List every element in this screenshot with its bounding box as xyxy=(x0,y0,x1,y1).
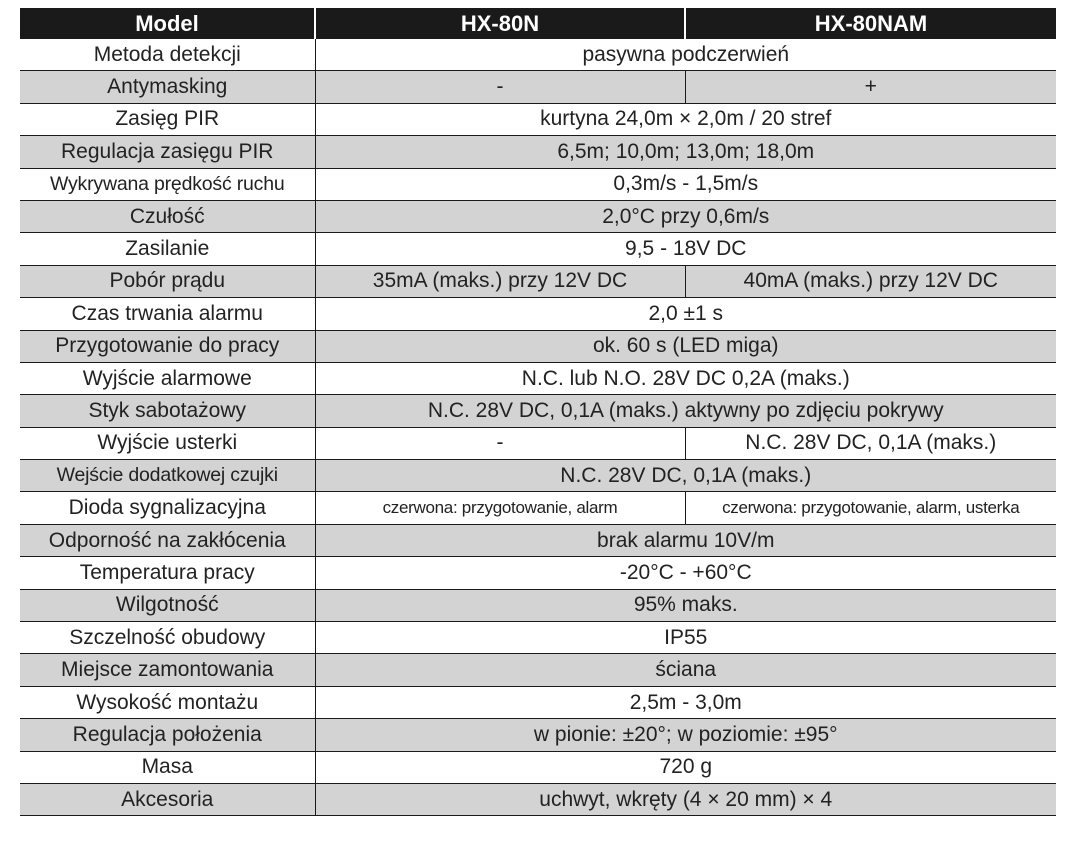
spec-rows xyxy=(20,39,1056,816)
row-value-shared: 720 g xyxy=(315,751,1056,783)
table-row xyxy=(20,200,1056,232)
table-row xyxy=(20,654,1056,686)
row-value-shared: N.C. lub N.O. 28V DC 0,2A (maks.) xyxy=(315,362,1056,394)
row-label: Miejsce zamontowania xyxy=(20,654,315,686)
row-label: Wilgotność xyxy=(20,589,315,621)
row-value-shared: 95% maks. xyxy=(315,589,1056,621)
row-label: Szczelność obudowy xyxy=(20,622,315,654)
header-model-b: HX-80NAM xyxy=(685,8,1056,39)
table-row xyxy=(20,460,1056,492)
table-row xyxy=(20,103,1056,135)
table-row xyxy=(20,557,1056,589)
spec-table xyxy=(20,8,1056,816)
table-row xyxy=(20,265,1056,297)
table-row xyxy=(20,589,1056,621)
row-value-shared: 0,3m/s - 1,5m/s xyxy=(315,168,1056,200)
row-label: Regulacja zasięgu PIR xyxy=(20,136,315,168)
table-row xyxy=(20,330,1056,362)
row-label: Przygotowanie do pracy xyxy=(20,330,315,362)
row-label: Wejście dodatkowej czujki xyxy=(20,460,315,492)
row-value-b: 40mA (maks.) przy 12V DC xyxy=(685,265,1056,297)
row-value-shared: 2,5m - 3,0m xyxy=(315,686,1056,718)
row-value-a: 35mA (maks.) przy 12V DC xyxy=(315,265,685,297)
row-value-shared: N.C. 28V DC, 0,1A (maks.) xyxy=(315,460,1056,492)
row-label: Pobór prądu xyxy=(20,265,315,297)
row-label: Regulacja położenia xyxy=(20,719,315,751)
row-label: Wysokość montażu xyxy=(20,686,315,718)
row-label: Metoda detekcji xyxy=(20,39,315,71)
table-row xyxy=(20,751,1056,783)
row-value-shared: ok. 60 s (LED miga) xyxy=(315,330,1056,362)
row-value-shared: 2,0°C przy 0,6m/s xyxy=(315,200,1056,232)
table-row xyxy=(20,168,1056,200)
row-label: Czas trwania alarmu xyxy=(20,298,315,330)
row-label: Wykrywana prędkość ruchu xyxy=(20,168,315,200)
table-row xyxy=(20,783,1056,815)
row-label: Akcesoria xyxy=(20,783,315,815)
table-row xyxy=(20,719,1056,751)
row-label: Dioda sygnalizacyjna xyxy=(20,492,315,524)
table-row xyxy=(20,136,1056,168)
row-value-shared: ściana xyxy=(315,654,1056,686)
header-model-a: HX-80N xyxy=(315,8,685,39)
table-row xyxy=(20,39,1056,71)
table-row xyxy=(20,233,1056,265)
row-value-shared: uchwyt, wkręty (4 × 20 mm) × 4 xyxy=(315,783,1056,815)
row-label: Antymasking xyxy=(20,71,315,103)
row-label: Temperatura pracy xyxy=(20,557,315,589)
table-row xyxy=(20,362,1056,394)
row-value-shared: IP55 xyxy=(315,622,1056,654)
row-label: Styk sabotażowy xyxy=(20,395,315,427)
row-label: Odporność na zakłócenia xyxy=(20,524,315,556)
table-row xyxy=(20,524,1056,556)
table-row xyxy=(20,71,1056,103)
row-value-shared: -20°C - +60°C xyxy=(315,557,1056,589)
row-value-b: + xyxy=(685,71,1056,103)
table-row xyxy=(20,298,1056,330)
row-value-shared: 9,5 - 18V DC xyxy=(315,233,1056,265)
header-model: Model xyxy=(20,8,315,39)
row-label: Masa xyxy=(20,751,315,783)
table-row xyxy=(20,622,1056,654)
row-value-a: - xyxy=(315,427,685,459)
row-value-shared: w pionie: ±20°; w poziomie: ±95° xyxy=(315,719,1056,751)
row-value-shared: 2,0 ±1 s xyxy=(315,298,1056,330)
table-row xyxy=(20,492,1056,524)
row-label: Zasięg PIR xyxy=(20,103,315,135)
row-value-shared: pasywna podczerwień xyxy=(315,39,1056,71)
row-label: Zasilanie xyxy=(20,233,315,265)
row-value-shared: kurtyna 24,0m × 2,0m / 20 stref xyxy=(315,103,1056,135)
header-row xyxy=(20,8,1056,39)
row-value-shared: 6,5m; 10,0m; 13,0m; 18,0m xyxy=(315,136,1056,168)
row-value-b: N.C. 28V DC, 0,1A (maks.) xyxy=(685,427,1056,459)
row-value-a: czerwona: przygotowanie, alarm xyxy=(315,492,685,524)
row-value-shared: N.C. 28V DC, 0,1A (maks.) aktywny po zdjęciu pokrywy xyxy=(315,395,1056,427)
table-row xyxy=(20,427,1056,459)
row-label: Wyjście alarmowe xyxy=(20,362,315,394)
row-value-b: czerwona: przygotowanie, alarm, usterka xyxy=(685,492,1056,524)
row-value-a: - xyxy=(315,71,685,103)
row-label: Czułość xyxy=(20,200,315,232)
table-row xyxy=(20,395,1056,427)
row-value-shared: brak alarmu 10V/m xyxy=(315,524,1056,556)
table-row xyxy=(20,686,1056,718)
row-label: Wyjście usterki xyxy=(20,427,315,459)
